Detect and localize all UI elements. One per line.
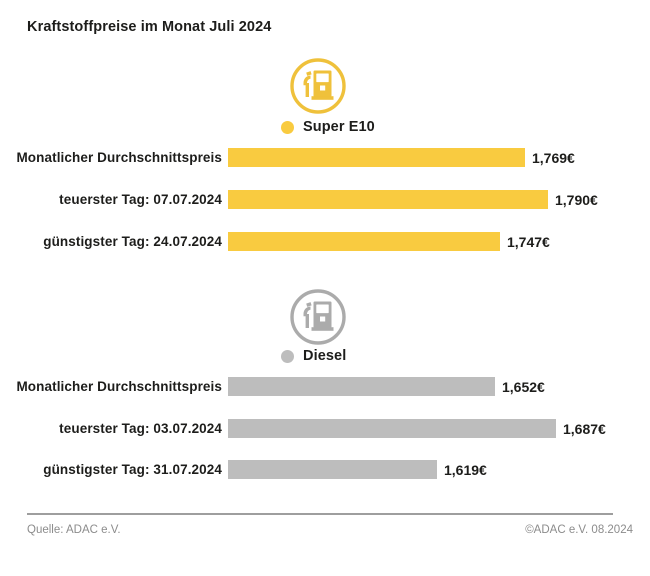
footer-copyright: ©ADAC e.V. 08.2024 [525, 524, 633, 536]
bar-label: teuerster Tag: 07.07.2024 [59, 192, 222, 207]
e10-legend-label: Super E10 [303, 119, 375, 135]
footer-source: Quelle: ADAC e.V. [27, 524, 121, 536]
e10-fuel-pump-icon [289, 57, 347, 115]
diesel-row-average [0, 377, 650, 396]
diesel-legend-label: Diesel [303, 348, 347, 364]
bar [228, 148, 525, 167]
bar-label: günstigster Tag: 31.07.2024 [43, 462, 222, 477]
bar-value: 1,687€ [563, 420, 606, 437]
diesel-legend-dot [281, 350, 294, 363]
bar [228, 190, 548, 209]
bar-value: 1,769€ [532, 149, 575, 166]
diesel-row-min [0, 460, 650, 479]
bar-value: 1,652€ [502, 378, 545, 395]
bar-label: teuerster Tag: 03.07.2024 [59, 421, 222, 436]
bar-label: günstigster Tag: 24.07.2024 [43, 234, 222, 249]
page-title: Kraftstoffpreise im Monat Juli 2024 [27, 19, 272, 35]
bar [228, 419, 556, 438]
bar [228, 377, 495, 396]
e10-row-average [0, 148, 650, 167]
e10-legend-dot [281, 121, 294, 134]
bar-value: 1,790€ [555, 191, 598, 208]
e10-row-max [0, 190, 650, 209]
bar [228, 232, 500, 251]
diesel-legend [281, 348, 346, 364]
bar-value: 1,619€ [444, 461, 487, 478]
bar-label: Monatlicher Durchschnittspreis [16, 150, 222, 165]
footer-divider [27, 513, 613, 515]
e10-legend [281, 119, 375, 135]
diesel-fuel-pump-icon [289, 288, 347, 346]
diesel-row-max [0, 419, 650, 438]
bar-label: Monatlicher Durchschnittspreis [16, 379, 222, 394]
e10-row-min [0, 232, 650, 251]
bar-value: 1,747€ [507, 233, 550, 250]
bar [228, 460, 437, 479]
